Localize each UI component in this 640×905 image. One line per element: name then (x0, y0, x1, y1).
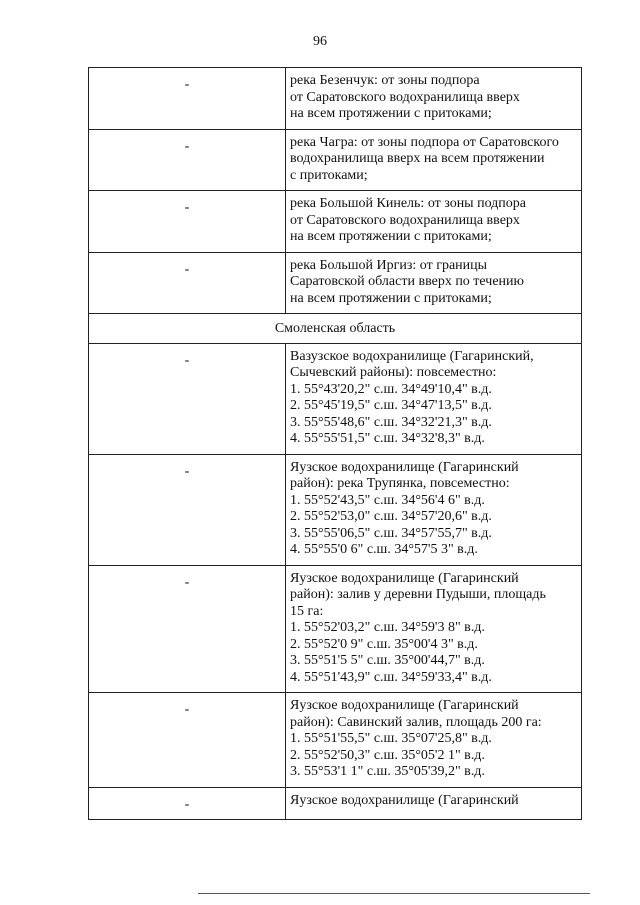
table-row (89, 191, 582, 253)
description-line: Яузское водохранилище (Гагаринский (290, 698, 519, 713)
description-line: 15 га: (290, 603, 324, 619)
description-cell (286, 343, 582, 454)
table-row (89, 68, 582, 130)
description-line: 1. 55°52'43,5" с.ш. 34°56'4 6" в.д. (290, 492, 485, 508)
dash-cell: - (89, 693, 286, 788)
table-body (89, 68, 582, 820)
description-line: 3. 55°55'48,6" с.ш. 34°32'21,3" в.д. (290, 414, 492, 430)
description-line: река Безенчук: от зоны подпора (290, 73, 480, 88)
description-line: на всем протяжении с притоками; (290, 229, 492, 244)
region-title: Смоленская область (89, 314, 582, 344)
dash-cell: - (89, 343, 286, 454)
description-line: 3. 55°51'5 5" с.ш. 35°00'44,7" в.д. (290, 653, 485, 668)
description-cell (286, 787, 582, 820)
description-line: 3. 55°53'1 1" с.ш. 35°05'39,2" в.д. (290, 764, 485, 779)
description-line: 3. 55°55'06,5" с.ш. 34°57'55,7" в.д. (290, 525, 492, 541)
description-line: с притоками; (290, 167, 368, 183)
description-line: Сычевский районы): повсеместно: (290, 365, 497, 380)
description-cell (286, 191, 582, 253)
description-line: водохранилища вверх на всем протяжении (290, 151, 545, 166)
description-line: Яузское водохранилище (Гагаринский (290, 792, 519, 808)
table-row (89, 565, 582, 693)
description-line: 4. 55°55'0 6" с.ш. 34°57'5 3" в.д. (290, 542, 478, 557)
description-cell (286, 693, 582, 788)
table-row (89, 454, 582, 565)
dash-cell: - (89, 68, 286, 130)
description-cell (286, 68, 582, 130)
description-cell (286, 129, 582, 191)
page-bottom-rule (198, 893, 590, 894)
region-header-row (89, 314, 582, 344)
description-line: Саратовской области вверх по течению (290, 274, 524, 289)
description-line: Яузское водохранилище (Гагаринский (290, 570, 519, 586)
description-cell (286, 252, 582, 314)
description-line: 2. 55°45'19,5" с.ш. 34°47'13,5" в.д. (290, 398, 492, 413)
description-line: от Саратовского водохранилища вверх (290, 212, 520, 228)
description-cell (286, 565, 582, 693)
dash-cell: - (89, 252, 286, 314)
description-line: на всем протяжении с притоками; (290, 290, 492, 306)
description-line: река Большой Кинель: от зоны подпора (290, 196, 527, 211)
description-line: река Большой Иргиз: от границы (290, 257, 488, 273)
description-line: Яузское водохранилище (Гагаринский (290, 459, 519, 475)
description-line: 2. 55°52'53,0" с.ш. 34°57'20,6" в.д. (290, 509, 492, 524)
description-line: район): Савинский залив, площадь 200 га: (290, 714, 542, 730)
description-line: от Саратовского водохранилища вверх (290, 89, 520, 105)
description-line: 2. 55°52'0 9" с.ш. 35°00'4 3" в.д. (290, 636, 478, 652)
table-row (89, 787, 582, 820)
table-row (89, 129, 582, 191)
description-line: 4. 55°55'51,5" с.ш. 34°32'8,3" в.д. (290, 431, 485, 446)
description-line: река Чагра: от зоны подпора от Саратовского (290, 134, 559, 150)
dash-cell: - (89, 565, 286, 693)
table-row (89, 693, 582, 788)
dash-cell: - (89, 454, 286, 565)
dash-cell: - (89, 129, 286, 191)
table-row (89, 343, 582, 454)
dash-cell: - (89, 787, 286, 820)
description-line: район): залив у деревни Пудыши, площадь (290, 587, 546, 602)
regulation-table (88, 67, 582, 820)
description-line: 4. 55°51'43,9" с.ш. 34°59'33,4" в.д. (290, 669, 492, 685)
dash-cell: - (89, 191, 286, 253)
description-cell (286, 454, 582, 565)
description-line: 1. 55°52'03,2" с.ш. 34°59'3 8" в.д. (290, 620, 485, 635)
description-line: на всем протяжении с притоками; (290, 106, 492, 121)
description-line: 2. 55°52'50,3" с.ш. 35°05'2 1" в.д. (290, 747, 485, 763)
table-row (89, 252, 582, 314)
description-line: Вазузское водохранилище (Гагаринский, (290, 348, 534, 364)
description-line: 1. 55°43'20,2" с.ш. 34°49'10,4" в.д. (290, 381, 492, 397)
page-number: 96 (313, 34, 327, 49)
description-line: 1. 55°51'55,5" с.ш. 35°07'25,8" в.д. (290, 731, 492, 746)
description-line: район): река Трупянка, повсеместно: (290, 476, 510, 491)
